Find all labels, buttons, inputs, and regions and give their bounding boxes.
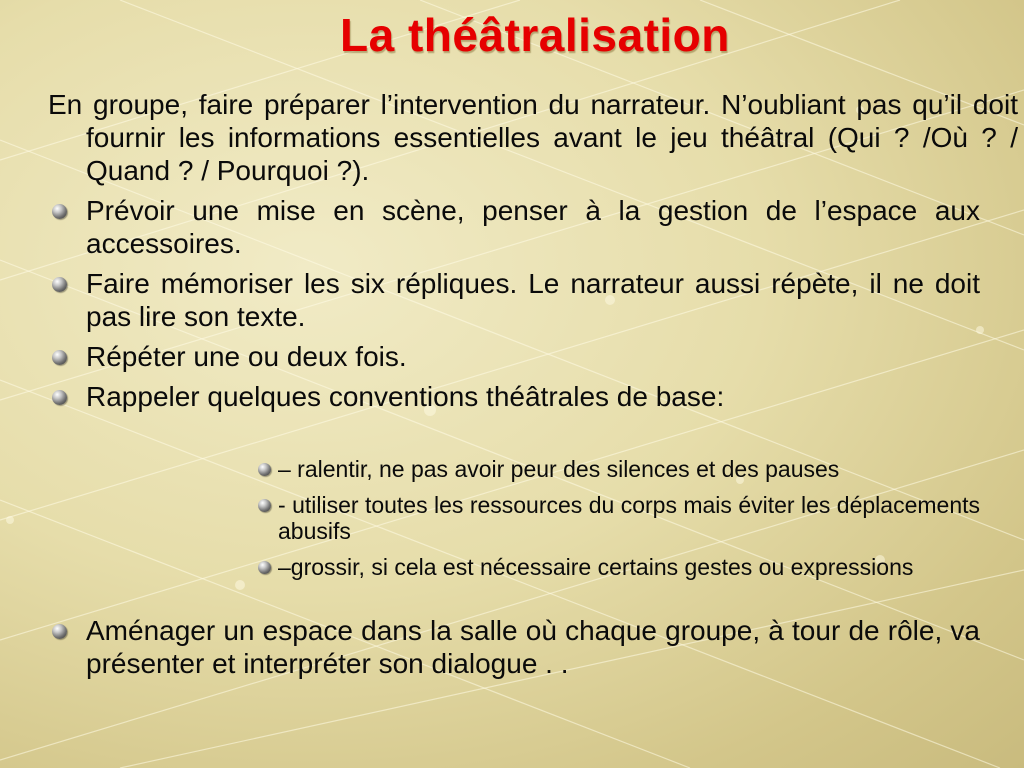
sub-bullet-list bbox=[256, 456, 980, 590]
bullet-item bbox=[48, 614, 980, 680]
bullet-text: Répéter une ou deux fois. bbox=[86, 341, 407, 372]
bullet-item bbox=[48, 380, 980, 413]
bullet-text: Faire mémoriser les six répliques. Le narrateur aussi répète, il ne doit pas lire son texte. bbox=[86, 268, 980, 332]
sphere-bullet-icon bbox=[52, 204, 67, 219]
sphere-bullet-icon bbox=[52, 624, 67, 639]
sphere-bullet-icon bbox=[258, 561, 271, 574]
sphere-bullet-icon bbox=[258, 463, 271, 476]
sphere-bullet-icon bbox=[258, 499, 271, 512]
sub-bullet-item bbox=[256, 554, 980, 580]
sub-bullet-item bbox=[256, 456, 980, 482]
bullet-item bbox=[48, 194, 980, 260]
bullet-item bbox=[48, 340, 980, 373]
slide-title: La théâtralisation bbox=[340, 9, 730, 61]
sub-bullet-text: - utiliser toutes les ressources du corps mais éviter les déplacements abusifs bbox=[278, 492, 980, 544]
sub-bullet-text: – ralentir, ne pas avoir peur des silences et des pauses bbox=[278, 456, 840, 482]
bullet-list bbox=[48, 194, 980, 420]
sub-bullet-item bbox=[256, 492, 980, 544]
sphere-bullet-icon bbox=[52, 350, 67, 365]
sphere-bullet-icon bbox=[52, 277, 67, 292]
sub-bullet-text: –grossir, si cela est nécessaire certains gestes ou expressions bbox=[278, 554, 914, 580]
sphere-bullet-icon bbox=[52, 390, 67, 405]
bullet-text: Aménager un espace dans la salle où chaque groupe, à tour de rôle, va présenter et interpréter son dialogue . . bbox=[86, 615, 980, 679]
intro-paragraph: En groupe, faire préparer l’intervention du narrateur. N’oubliant pas qu’il doit fournir les informations essentielles avant le jeu théâtral (Qui ? /Où ? / Quand ? / Pourquoi ?). bbox=[48, 89, 1018, 186]
bullet-text: Prévoir une mise en scène, penser à la gestion de l’espace aux accessoires. bbox=[86, 195, 980, 259]
bullet-item bbox=[48, 267, 980, 333]
final-bullet-list bbox=[48, 614, 980, 687]
bullet-text: Rappeler quelques conventions théâtrales de base: bbox=[86, 381, 725, 412]
